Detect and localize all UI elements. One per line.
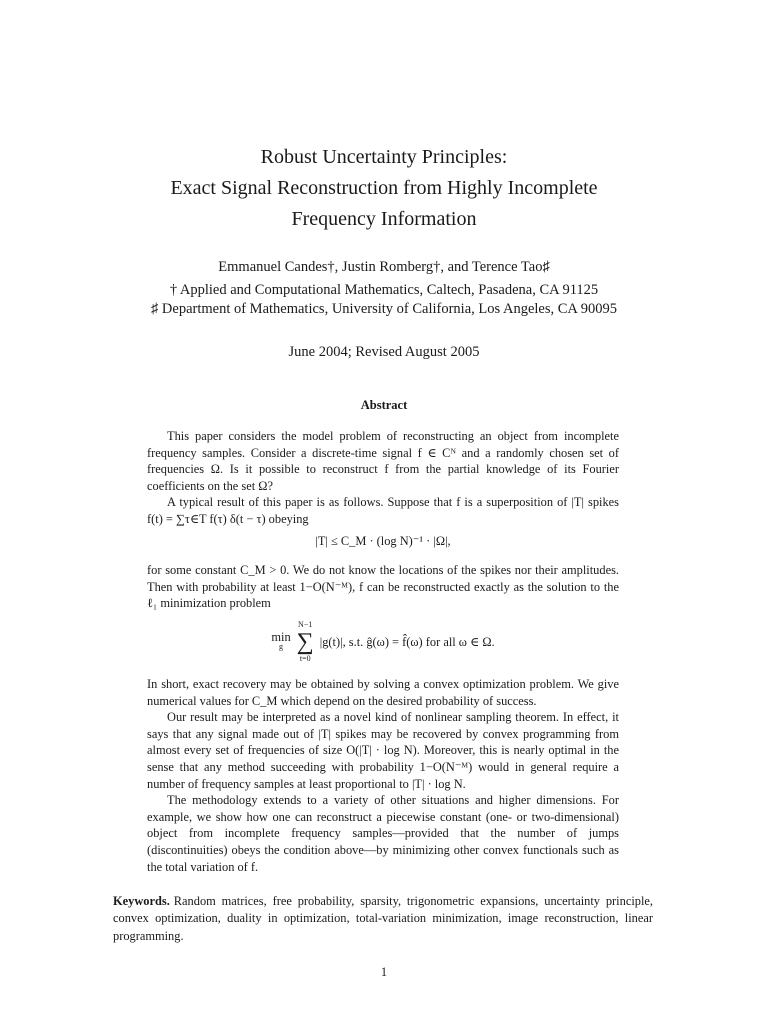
- affiliation-caltech: † Applied and Computational Mathematics, Caltech, Pasadena, CA 91125: [169, 282, 599, 298]
- title-line-3: Frequency Information: [291, 208, 477, 230]
- keywords-label: Keywords.: [113, 894, 170, 908]
- abstract-block-1: [147, 428, 619, 528]
- title-line-1: Robust Uncertainty Principles:: [260, 146, 508, 168]
- page-number: 1: [380, 965, 388, 979]
- eq-sum-top: N−1: [298, 620, 313, 629]
- eq-min: min: [271, 630, 291, 644]
- abstract-paragraph-3: for some constant C_M > 0. We do not know the locations of the spikes nor their amplitudes. Then with probability at least 1−O(N⁻ᴹ), f can be reconstructed exactly as the solution to the ℓ₁ minimization problem: [147, 563, 619, 611]
- abstract-paragraph-1: This paper considers the model problem of reconstructing an object from incomplete frequency samples. Consider a discrete-time signal f ∈ Cᴺ and a randomly chosen set of frequencies Ω. Is it possible to reconstruct f from the partial knowledge of its Fourier coefficients on the set Ω?: [147, 429, 619, 493]
- affiliation-ucla: ♯ Department of Mathematics, University of California, Los Angeles, CA 90095: [151, 301, 617, 317]
- abstract-block-3: [147, 676, 619, 875]
- eq-min-sub: g: [279, 642, 283, 651]
- keywords-text: Random matrices, free probability, sparsity, trigonometric expansions, uncertainty principle, convex optimization, duality in optimization, total-variation minimization, image reconstruction, linear programming.: [113, 894, 653, 943]
- abstract-heading: Abstract: [360, 398, 408, 412]
- abstract-paragraph-4: In short, exact recovery may be obtained by solving a convex optimization problem. We give numerical values for C_M which depend on the desired probability of success.: [147, 677, 619, 708]
- publication-date: June 2004; Revised August 2005: [288, 344, 480, 360]
- abstract-block-2: [147, 562, 619, 612]
- equation-spike-bound: |T| ≤ C_M · (log N)⁻¹ · |Ω|,: [315, 534, 451, 548]
- title-line-2: Exact Signal Reconstruction from Highly Incomplete: [170, 177, 598, 199]
- abstract-paragraph-5: Our result may be interpreted as a novel kind of nonlinear sampling theorem. In effect, it says that any signal made out of |T| spikes may be recovered by convex programming from almost every set of frequencies of size O(|T| · log N). Moreover, this is nearly optimal in the sense that any method succeeding with probability 1−O(N⁻ᴹ) would in general require a number of frequency samples at least proportional to |T| · log N.: [147, 710, 619, 791]
- sum-symbol-icon: ∑: [296, 629, 314, 655]
- equation-l1-minimization: [147, 620, 619, 666]
- paper-title: [0, 142, 768, 235]
- author-list: Emmanuel Candes†, Justin Romberg†, and Terence Tao♯: [218, 259, 550, 275]
- abstract-paragraph-2: A typical result of this paper is as follows. Suppose that f is a superposition of |T| spikes f(t) = ∑τ∈T f(τ) δ(t − τ) obeying: [147, 495, 619, 526]
- eq-sum-bottom: t=0: [299, 654, 311, 663]
- keywords-paragraph: [113, 893, 653, 945]
- abstract-paragraph-6: The methodology extends to a variety of other situations and higher dimensions. For example, we show how one can reconstruct a piecewise constant (one- or two-dimensional) object from incomplete frequency samples—provided that the number of jumps (discontinuities) obeys the condition above—by minimizing other convex functionals such as the total variation of f.: [147, 793, 619, 874]
- eq-body: |g(t)|, s.t. ĝ(ω) = f̂(ω) for all ω ∈ Ω.: [319, 635, 495, 649]
